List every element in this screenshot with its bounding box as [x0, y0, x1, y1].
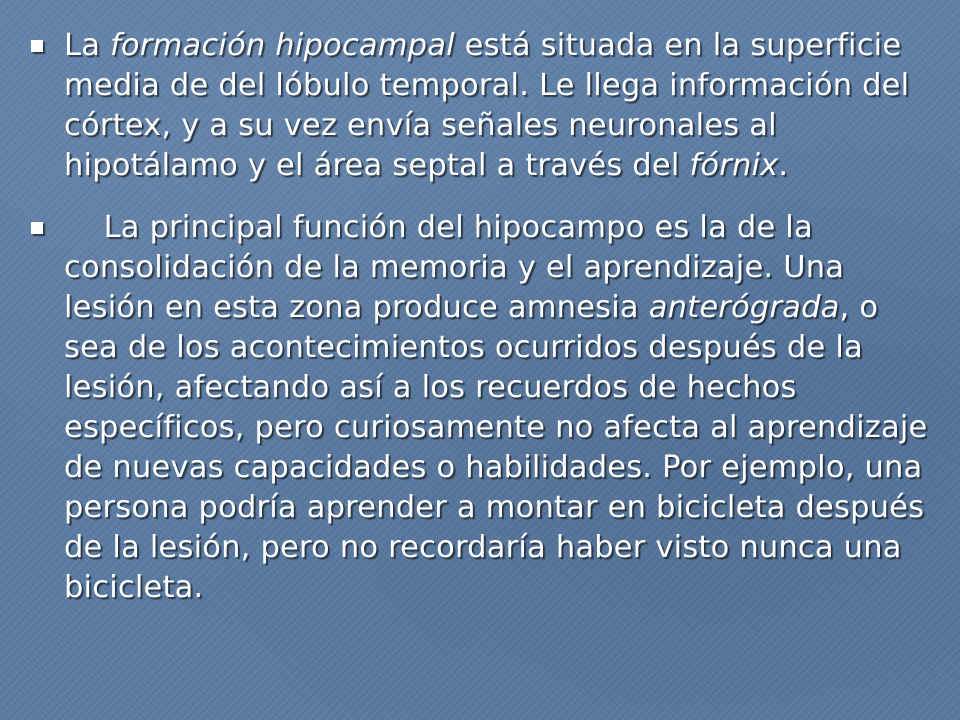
bullet-item-funcion-hipocampo — [28, 208, 938, 608]
square-bullet-icon — [31, 222, 43, 234]
text-segment-italic: formación hipocampal — [109, 28, 455, 63]
bullet-item-formacion-hipocampal — [28, 26, 938, 186]
text-segment: está situada en la superficie media de del lóbulo temporal. Le llega información del córtex, y a su vez envía señales neuronales al hipotálamo y el área septal a través del — [64, 28, 910, 183]
square-bullet-icon — [31, 40, 43, 52]
bullet-text — [64, 208, 938, 608]
text-segment: La principal función del hipocampo es la de la consolidación de la memoria y el aprendizaje. Una lesión en esta zona produce amnesia — [64, 210, 855, 325]
text-segment: . — [778, 148, 789, 183]
text-segment-italic: fórnix — [689, 148, 779, 183]
bullet-list — [28, 26, 938, 630]
text-segment: , o sea de los acontecimientos ocurridos después de la lesión, afectando así a los recuerdos de hechos específicos, pero curiosamente no afecta al aprendizaje de nuevas capacidades o habilidades. Por ejemplo, una persona podría aprender a montar en bicicleta después de la lesión, pero no recordaría haber visto nunca una bicicleta. — [64, 290, 938, 605]
bullet-text — [64, 26, 938, 186]
text-segment: La — [64, 28, 110, 63]
text-segment-italic: anterógrada — [648, 290, 840, 325]
